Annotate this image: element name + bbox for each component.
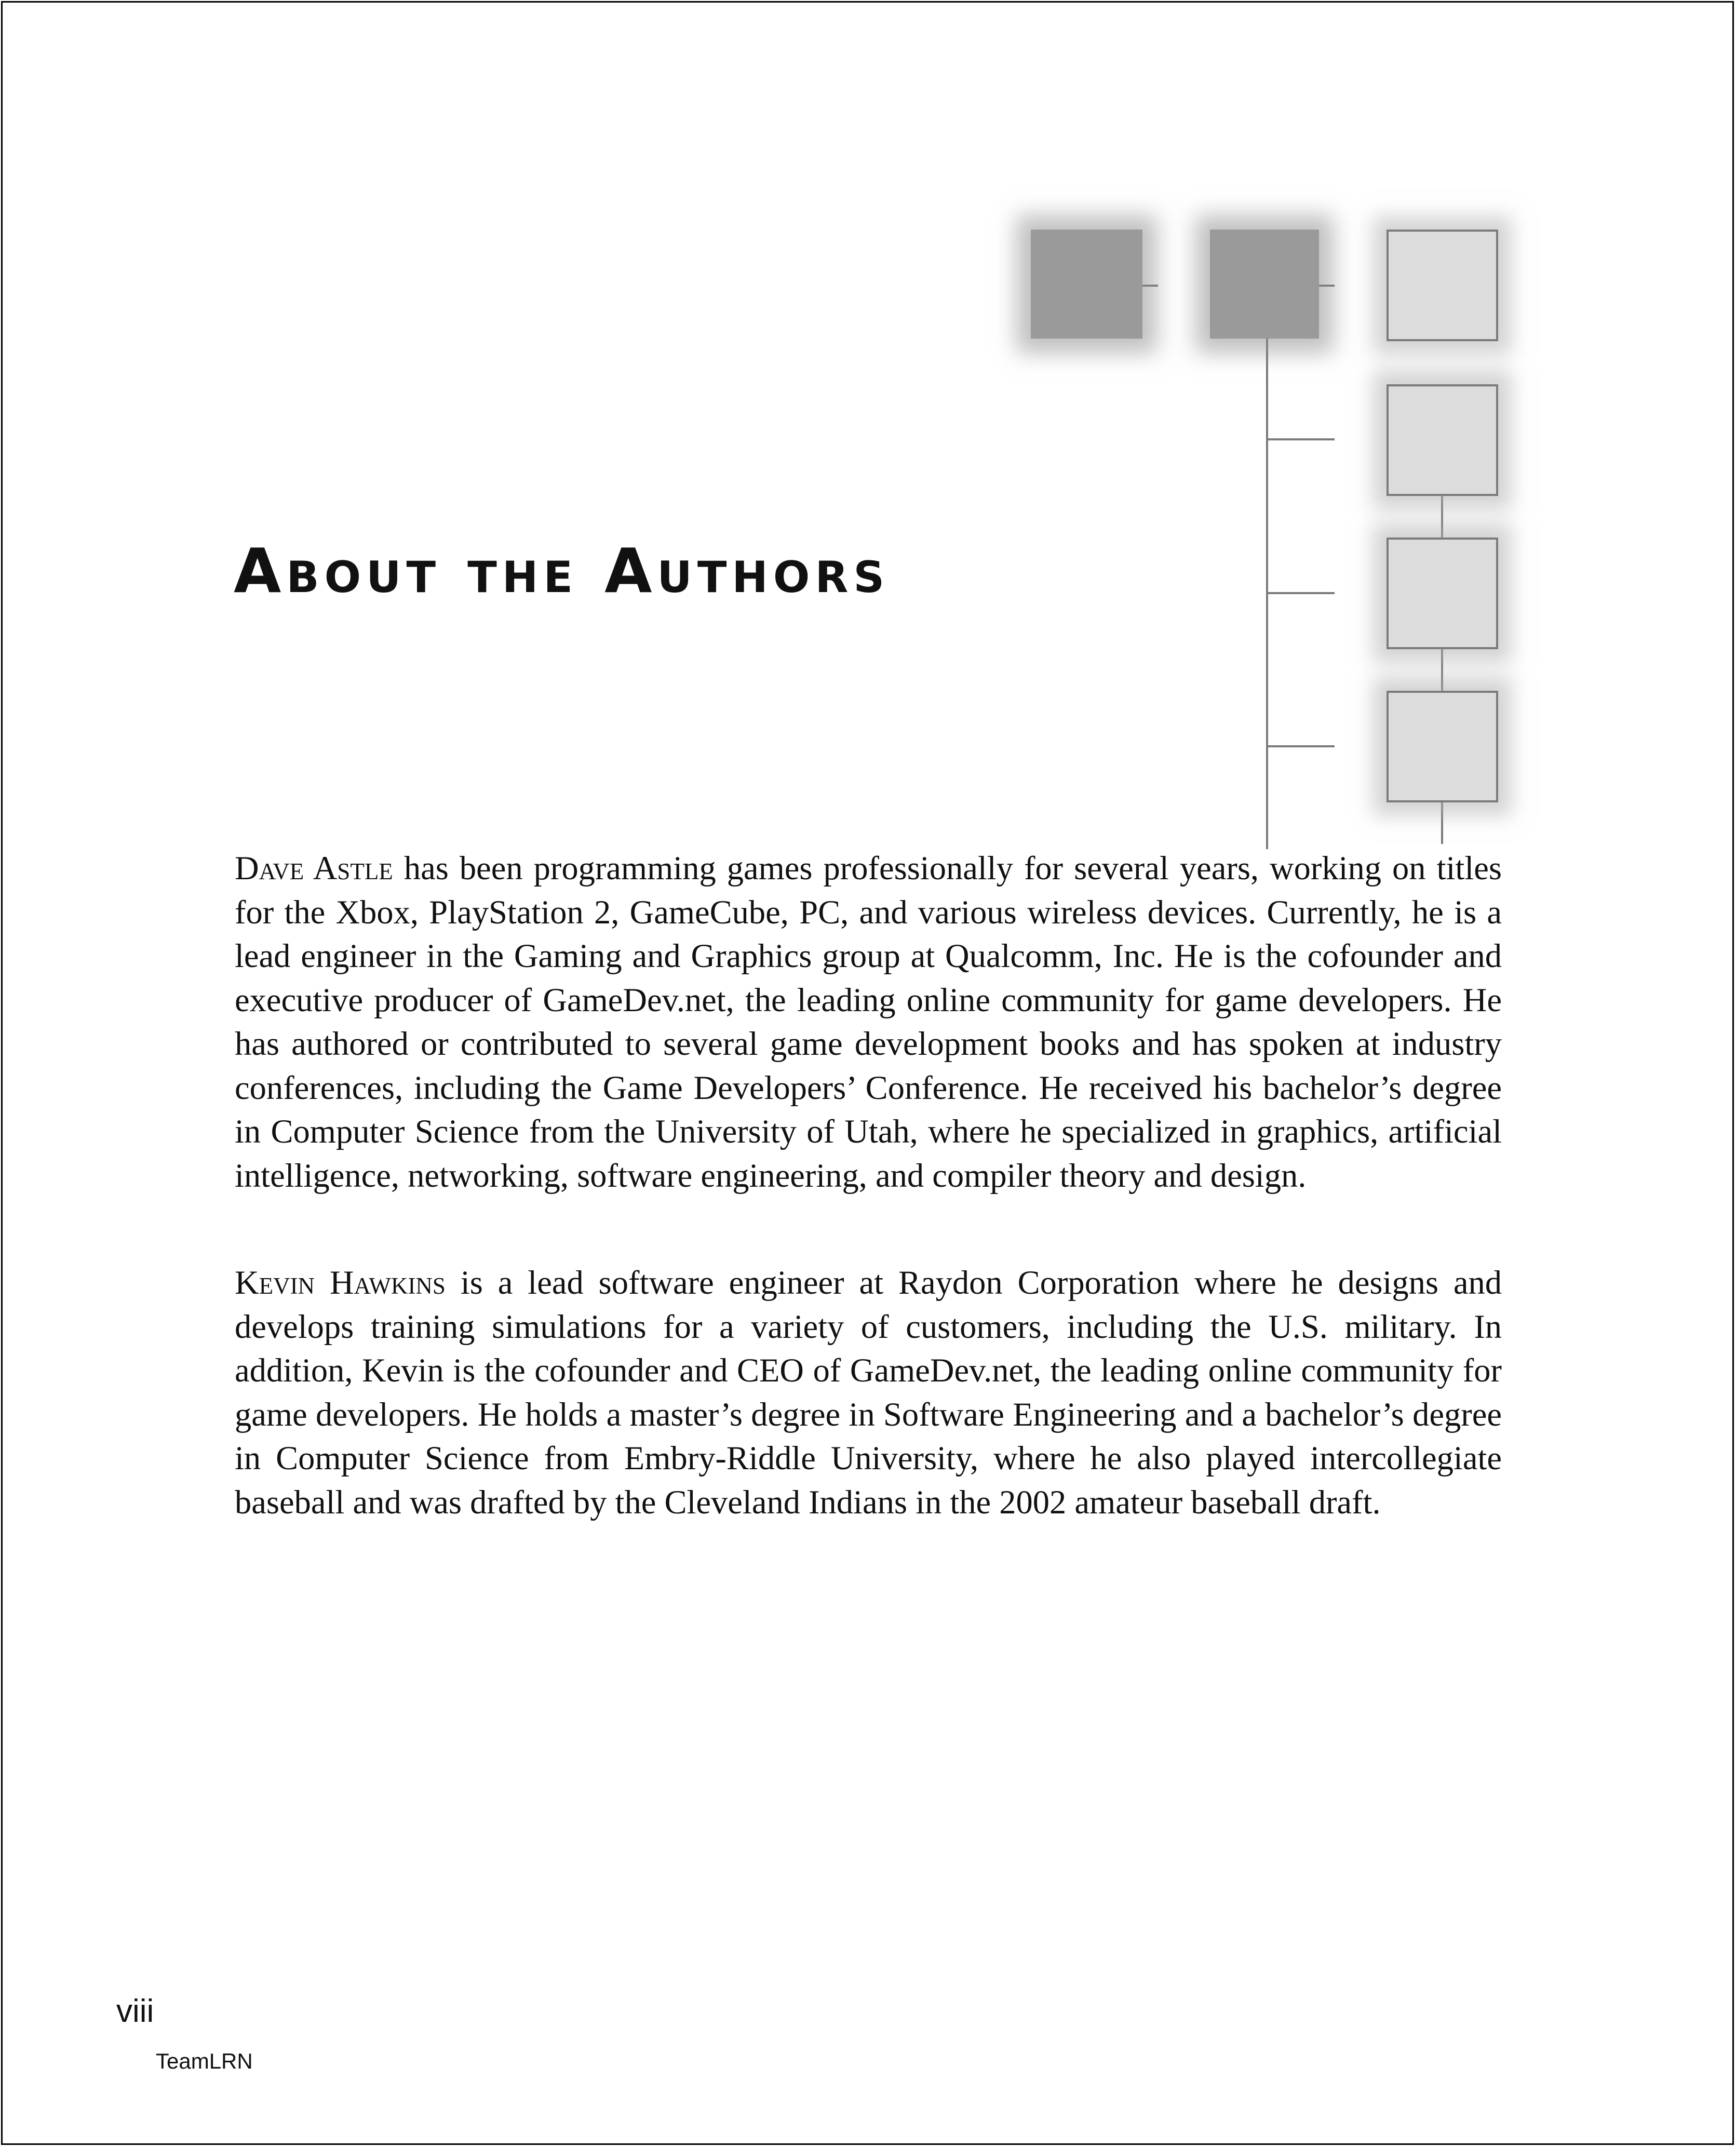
connector-line (1441, 649, 1443, 691)
author-bio-text: has been programming games professionally for several years, working on titles for the Xbox, PlayStation 2, GameCube, PC, and various wireless devices. Currently, he is a lead engineer in the Gaming and Graphics group at Qualcomm, Inc. He is the cofounder and executive producer of GameDev.net, the leading online community for game developers. He has authored or contributed to several game development books and has spoken at industry conferences, including the Game Developers’ Conference. He received his bachelor’s degree in Computer Science from the University of Utah, where he specialized in graphics, artificial intelligence, networking, software engineering, and compiler theory and design. (235, 850, 1502, 1194)
connector-line (1441, 496, 1443, 538)
decorative-box-diagram (976, 218, 1516, 862)
page-title: About the Authors (234, 535, 890, 607)
author-bio (235, 847, 1502, 1198)
connector-line (1266, 325, 1268, 849)
footer-credit: TeamLRN (156, 2049, 253, 2073)
connector-line (1266, 592, 1335, 594)
connector-line (1266, 745, 1335, 747)
author-name: Kevin Hawkins (235, 1264, 446, 1301)
light-square (1387, 538, 1498, 649)
light-square (1387, 230, 1498, 341)
author-name: Dave Astle (235, 850, 393, 887)
author-bio (235, 1261, 1502, 1524)
connector-line (1142, 285, 1158, 287)
light-square (1387, 691, 1498, 802)
page-number: viii (116, 1993, 154, 2029)
connector-line (1441, 802, 1443, 844)
dark-square (1031, 230, 1142, 339)
dark-square (1210, 230, 1319, 339)
light-square (1387, 384, 1498, 496)
connector-line (1266, 438, 1335, 440)
author-bio-text: is a lead software engineer at Raydon Corporation where he designs and develops training simulations for a variety of customers, including the U.S. military. In addition, Kevin is the cofounder and CEO of GameDev.net, the leading online community for game developers. He holds a master’s degree in Software Engineering and a bachelor’s degree in Computer Science from Embry-Riddle University, where he also played intercollegiate baseball and was drafted by the Cleveland Indians in the 2002 amateur baseball draft. (235, 1264, 1502, 1521)
connector-line (1319, 285, 1335, 287)
